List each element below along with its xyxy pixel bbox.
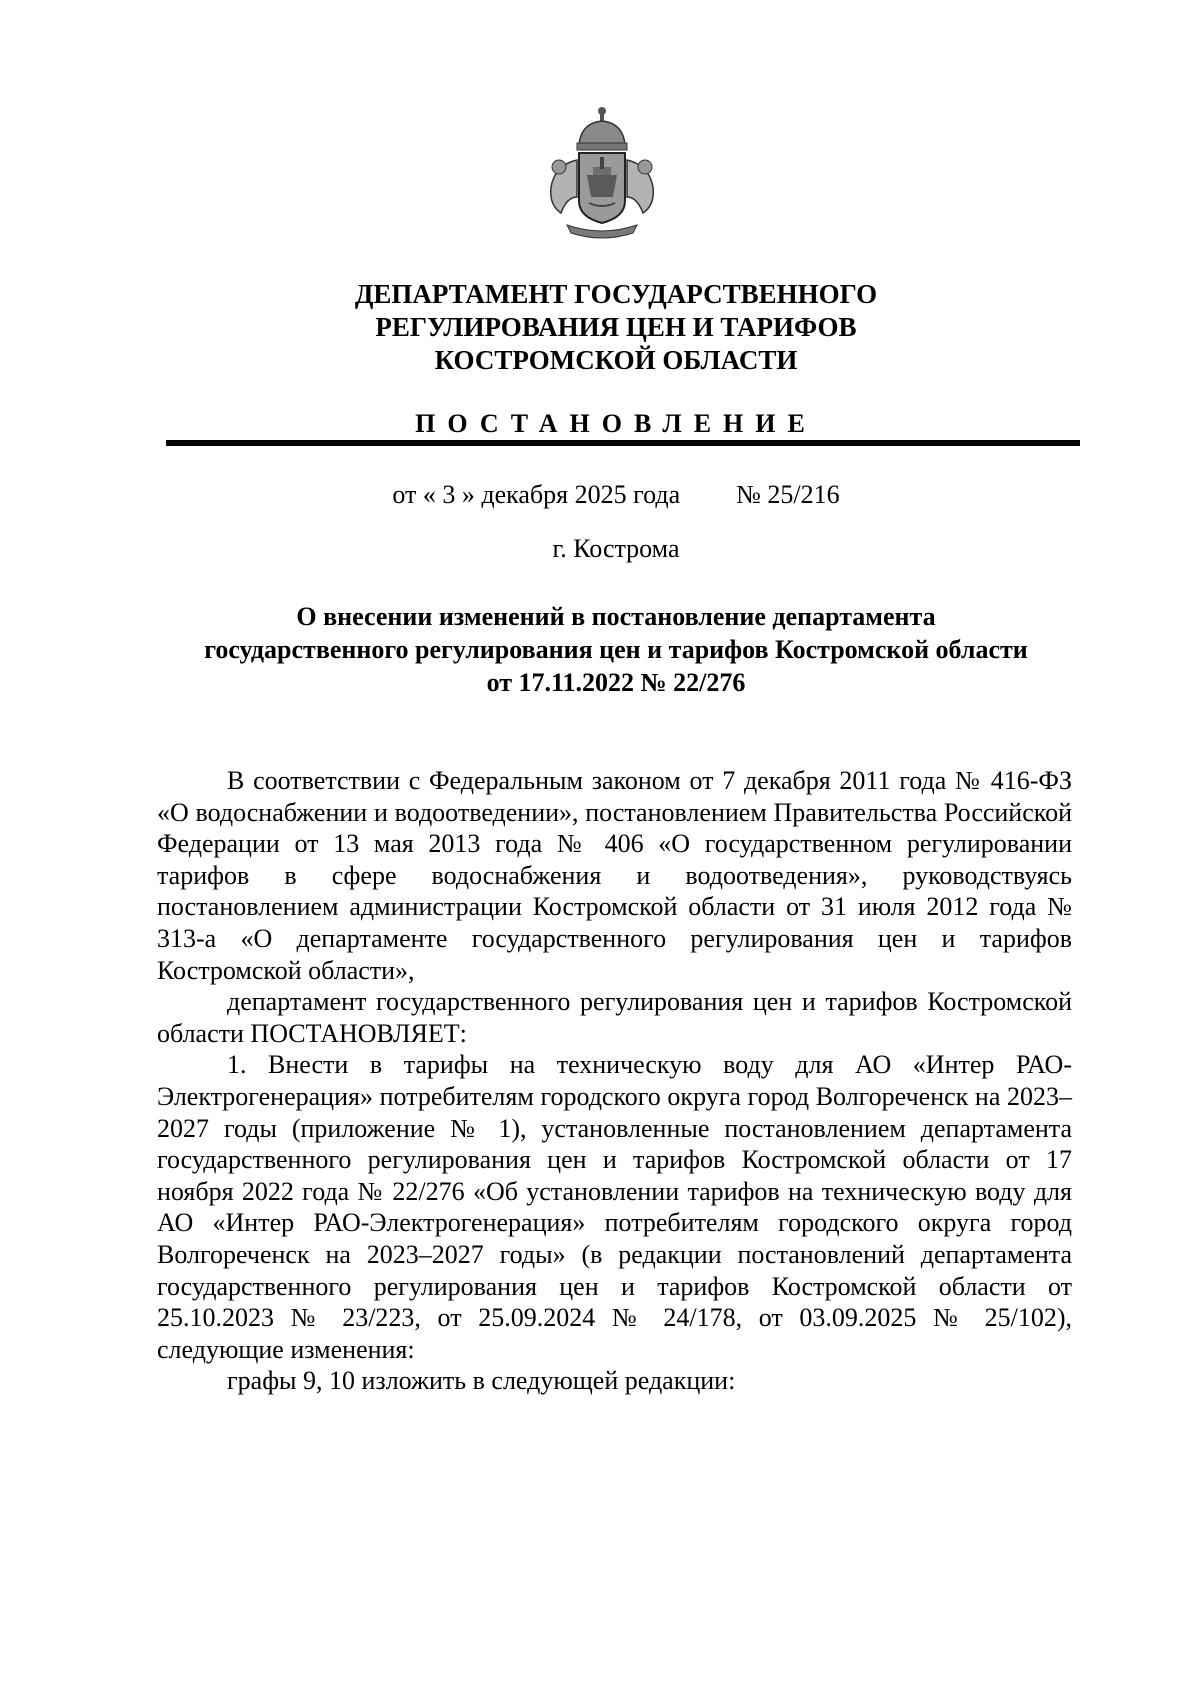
title-line: государственного регулирования цен и тарифов Костромской области bbox=[204, 635, 1028, 664]
body-paragraph: В соответствии с Федеральным законом от 7 декабря 2011 года № 416-ФЗ «О водоснабжении и водоотведении», постановлением Правительства Российской Федерации от 13 мая 2013 года № 406 «О государственном регулировании тарифов в сфере водоснабжения и водоотведения», руководствуясь постановлением администрации Костромской области от 31 июля 2012 года № 313-а «О департаменте государственного регулирования цен и тарифов Костромской области», bbox=[157, 766, 1072, 985]
body-paragraph: 1. Внести в тарифы на техническую воду для АО «Интер РАО-Электрогенерация» потребителям городского округа город Волгореченск на 2023–2027 годы (приложение № 1), установленные постановлением департамента государственного регулирования цен и тарифов Костромской области от 17 ноября 2022 года № 22/276 «Об установлении тарифов на техническую воду для АО «Интер РАО-Электрогенерация» потребителям городского округа город Волгореченск на 2023–2027 годы» (в редакции постановлений департамента государственного регулирования цен и тарифов Костромской области от 25.10.2023 № 23/223, от 25.09.2024 № 24/178, от 03.09.2025 № 25/102), следующие изменения: bbox=[157, 1050, 1072, 1364]
body-paragraph: графы 9, 10 изложить в следующей редакции: bbox=[227, 1366, 736, 1396]
title-line: О внесении изменений в постановление департамента bbox=[296, 602, 936, 631]
document-city: г. Кострома bbox=[552, 534, 680, 563]
date-line bbox=[0, 480, 1200, 510]
coat-of-arms-icon bbox=[537, 105, 667, 245]
department-name bbox=[0, 278, 1200, 377]
document-type: ПОСТАНОВЛЕНИЕ bbox=[415, 409, 817, 438]
document-body bbox=[157, 765, 1072, 1397]
department-line: РЕГУЛИРОВАНИЯ ЦЕН И ТАРИФОВ bbox=[375, 312, 857, 342]
body-paragraph: департамент государственного регулирования цен и тарифов Костромской области ПОСТАНОВЛЯЕТ: bbox=[157, 987, 1072, 1048]
header-divider bbox=[166, 440, 1080, 446]
document-date: от « 3 » декабря 2025 года bbox=[392, 480, 681, 509]
department-line: КОСТРОМСКОЙ ОБЛАСТИ bbox=[434, 345, 798, 375]
document-title bbox=[0, 600, 1200, 699]
title-line: от 17.11.2022 № 22/276 bbox=[486, 668, 746, 697]
department-line: ДЕПАРТАМЕНТ ГОСУДАРСТВЕННОГО bbox=[354, 279, 878, 309]
document-number: № 25/216 bbox=[736, 480, 840, 509]
